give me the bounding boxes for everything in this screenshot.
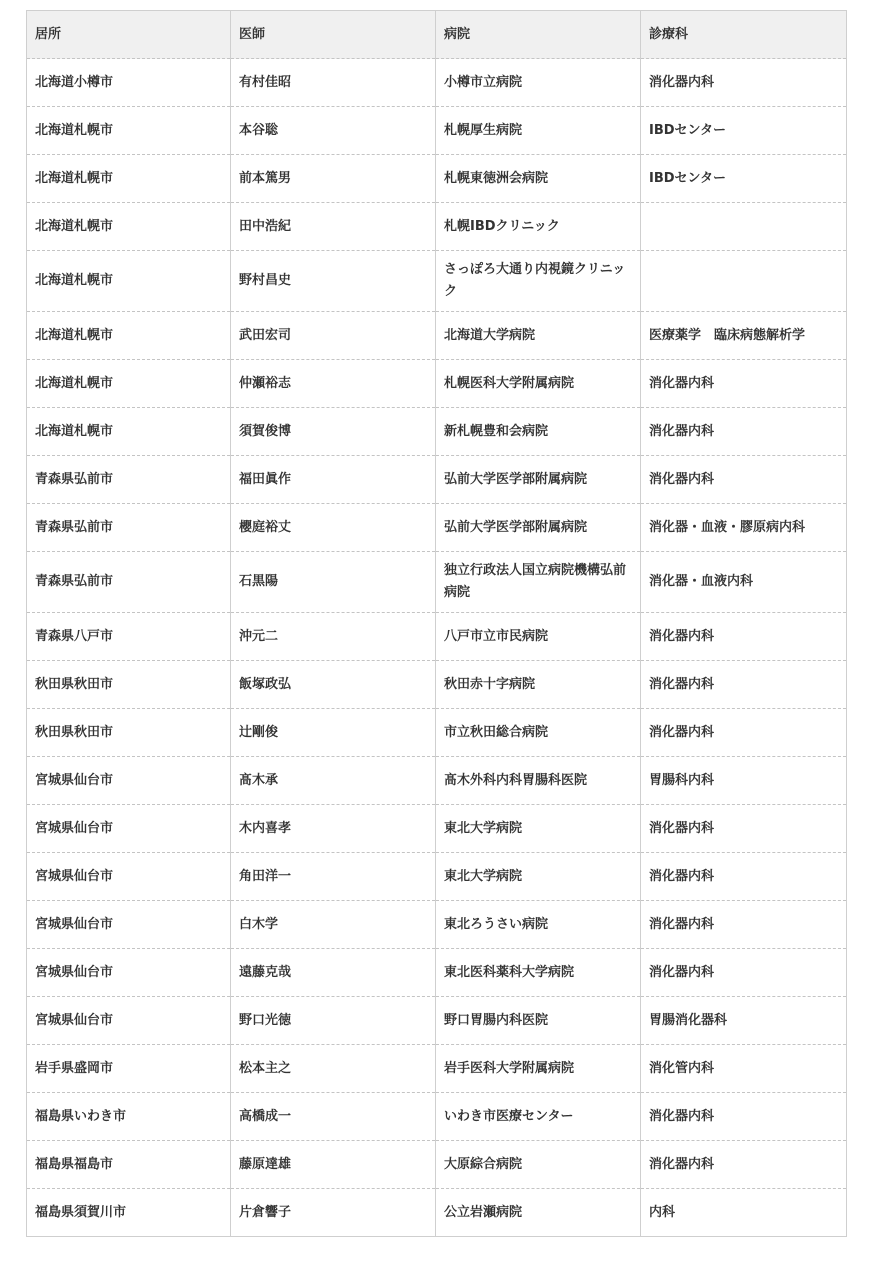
- cell-department: 消化器内科: [641, 408, 847, 456]
- cell-department: 消化器内科: [641, 1141, 847, 1189]
- cell-doctor: 櫻庭裕丈: [231, 504, 436, 552]
- cell-doctor: 辻剛俊: [231, 709, 436, 757]
- table-row: [27, 1189, 847, 1237]
- cell-residence: 青森県弘前市: [27, 456, 231, 504]
- cell-residence: 北海道札幌市: [27, 408, 231, 456]
- cell-department: 内科: [641, 1189, 847, 1237]
- cell-doctor: 仲瀬裕志: [231, 360, 436, 408]
- cell-hospital: さっぽろ大通り内視鏡クリニック: [436, 251, 641, 312]
- cell-residence: 宮城県仙台市: [27, 805, 231, 853]
- cell-hospital: 弘前大学医学部附属病院: [436, 456, 641, 504]
- cell-doctor: 松本主之: [231, 1045, 436, 1093]
- cell-department: [641, 203, 847, 251]
- cell-doctor: 野口光徳: [231, 997, 436, 1045]
- cell-department: 消化器・血液・膠原病内科: [641, 504, 847, 552]
- cell-residence: 青森県弘前市: [27, 552, 231, 613]
- cell-hospital: 岩手医科大学附属病院: [436, 1045, 641, 1093]
- cell-doctor: 石黒陽: [231, 552, 436, 613]
- doctor-table: [26, 10, 847, 1237]
- cell-doctor: 木内喜孝: [231, 805, 436, 853]
- cell-department: 消化器内科: [641, 805, 847, 853]
- table-row: [27, 504, 847, 552]
- cell-doctor: 沖元二: [231, 613, 436, 661]
- cell-department: 消化器内科: [641, 59, 847, 107]
- cell-residence: 北海道札幌市: [27, 312, 231, 360]
- table-row: [27, 805, 847, 853]
- cell-doctor: 福田眞作: [231, 456, 436, 504]
- cell-hospital: 東北大学病院: [436, 805, 641, 853]
- cell-residence: 岩手県盛岡市: [27, 1045, 231, 1093]
- header-hospital: 病院: [436, 11, 641, 59]
- table-row: [27, 59, 847, 107]
- cell-residence: 秋田県秋田市: [27, 661, 231, 709]
- cell-department: 消化管内科: [641, 1045, 847, 1093]
- cell-department: 消化器内科: [641, 901, 847, 949]
- header-department: 診療科: [641, 11, 847, 59]
- cell-doctor: 有村佳昭: [231, 59, 436, 107]
- cell-department: 消化器内科: [641, 709, 847, 757]
- table-row: [27, 901, 847, 949]
- cell-residence: 秋田県秋田市: [27, 709, 231, 757]
- cell-doctor: 角田洋一: [231, 853, 436, 901]
- cell-residence: 青森県八戸市: [27, 613, 231, 661]
- table-row: [27, 661, 847, 709]
- table-row: [27, 203, 847, 251]
- cell-hospital: 独立行政法人国立病院機構弘前病院: [436, 552, 641, 613]
- cell-doctor: 片倉響子: [231, 1189, 436, 1237]
- cell-residence: 北海道札幌市: [27, 251, 231, 312]
- cell-doctor: 武田宏司: [231, 312, 436, 360]
- cell-doctor: 本谷聡: [231, 107, 436, 155]
- cell-hospital: 公立岩瀬病院: [436, 1189, 641, 1237]
- cell-residence: 宮城県仙台市: [27, 757, 231, 805]
- cell-hospital: 東北大学病院: [436, 853, 641, 901]
- cell-department: 消化器内科: [641, 1093, 847, 1141]
- cell-department: 消化器内科: [641, 456, 847, 504]
- cell-doctor: 飯塚政弘: [231, 661, 436, 709]
- cell-hospital: 野口胃腸内科医院: [436, 997, 641, 1045]
- cell-residence: 宮城県仙台市: [27, 853, 231, 901]
- cell-hospital: 東北ろうさい病院: [436, 901, 641, 949]
- cell-residence: 北海道札幌市: [27, 360, 231, 408]
- cell-department: 消化器内科: [641, 949, 847, 997]
- cell-doctor: 遠藤克哉: [231, 949, 436, 997]
- cell-department: 消化器内科: [641, 853, 847, 901]
- cell-residence: 北海道札幌市: [27, 155, 231, 203]
- cell-department: 消化器内科: [641, 661, 847, 709]
- table-row: [27, 1045, 847, 1093]
- cell-department: [641, 251, 847, 312]
- cell-residence: 宮城県仙台市: [27, 949, 231, 997]
- table-row: [27, 408, 847, 456]
- table-row: [27, 997, 847, 1045]
- cell-doctor: 田中浩紀: [231, 203, 436, 251]
- cell-residence: 北海道小樽市: [27, 59, 231, 107]
- table-row: [27, 312, 847, 360]
- header-doctor: 医師: [231, 11, 436, 59]
- table-row: [27, 155, 847, 203]
- cell-hospital: 札幌東徳洲会病院: [436, 155, 641, 203]
- table-row: [27, 360, 847, 408]
- cell-hospital: 市立秋田総合病院: [436, 709, 641, 757]
- table-row: [27, 1141, 847, 1189]
- cell-hospital: 小樽市立病院: [436, 59, 641, 107]
- cell-hospital: いわき市医療センター: [436, 1093, 641, 1141]
- cell-hospital: 髙木外科内科胃腸科医院: [436, 757, 641, 805]
- cell-residence: 福島県いわき市: [27, 1093, 231, 1141]
- table-row: [27, 949, 847, 997]
- cell-doctor: 藤原達雄: [231, 1141, 436, 1189]
- cell-residence: 青森県弘前市: [27, 504, 231, 552]
- cell-hospital: 札幌医科大学附属病院: [436, 360, 641, 408]
- cell-hospital: 北海道大学病院: [436, 312, 641, 360]
- cell-department: 胃腸科内科: [641, 757, 847, 805]
- table-row: [27, 251, 847, 312]
- table-header-row: [27, 11, 847, 59]
- cell-doctor: 野村昌史: [231, 251, 436, 312]
- table-row: [27, 709, 847, 757]
- cell-department: 医療薬学 臨床病態解析学: [641, 312, 847, 360]
- cell-doctor: 白木学: [231, 901, 436, 949]
- cell-department: 消化器・血液内科: [641, 552, 847, 613]
- cell-department: 消化器内科: [641, 613, 847, 661]
- cell-doctor: 須賀俊博: [231, 408, 436, 456]
- cell-residence: 福島県須賀川市: [27, 1189, 231, 1237]
- cell-department: IBDセンター: [641, 155, 847, 203]
- cell-hospital: 札幌厚生病院: [436, 107, 641, 155]
- cell-hospital: 大原綜合病院: [436, 1141, 641, 1189]
- cell-hospital: 新札幌豊和会病院: [436, 408, 641, 456]
- table-row: [27, 552, 847, 613]
- doctor-list: [26, 10, 846, 1237]
- cell-department: IBDセンター: [641, 107, 847, 155]
- table-row: [27, 757, 847, 805]
- table-row: [27, 456, 847, 504]
- cell-hospital: 弘前大学医学部附属病院: [436, 504, 641, 552]
- cell-residence: 北海道札幌市: [27, 203, 231, 251]
- cell-department: 胃腸消化器科: [641, 997, 847, 1045]
- cell-doctor: 高橋成一: [231, 1093, 436, 1141]
- cell-doctor: 前本篤男: [231, 155, 436, 203]
- cell-hospital: 東北医科薬科大学病院: [436, 949, 641, 997]
- table-row: [27, 613, 847, 661]
- cell-hospital: 八戸市立市民病院: [436, 613, 641, 661]
- table-row: [27, 1093, 847, 1141]
- table-row: [27, 107, 847, 155]
- cell-residence: 宮城県仙台市: [27, 901, 231, 949]
- cell-residence: 福島県福島市: [27, 1141, 231, 1189]
- header-residence: 居所: [27, 11, 231, 59]
- table-row: [27, 853, 847, 901]
- cell-hospital: 札幌IBDクリニック: [436, 203, 641, 251]
- cell-residence: 北海道札幌市: [27, 107, 231, 155]
- cell-department: 消化器内科: [641, 360, 847, 408]
- cell-doctor: 髙木承: [231, 757, 436, 805]
- cell-residence: 宮城県仙台市: [27, 997, 231, 1045]
- cell-hospital: 秋田赤十字病院: [436, 661, 641, 709]
